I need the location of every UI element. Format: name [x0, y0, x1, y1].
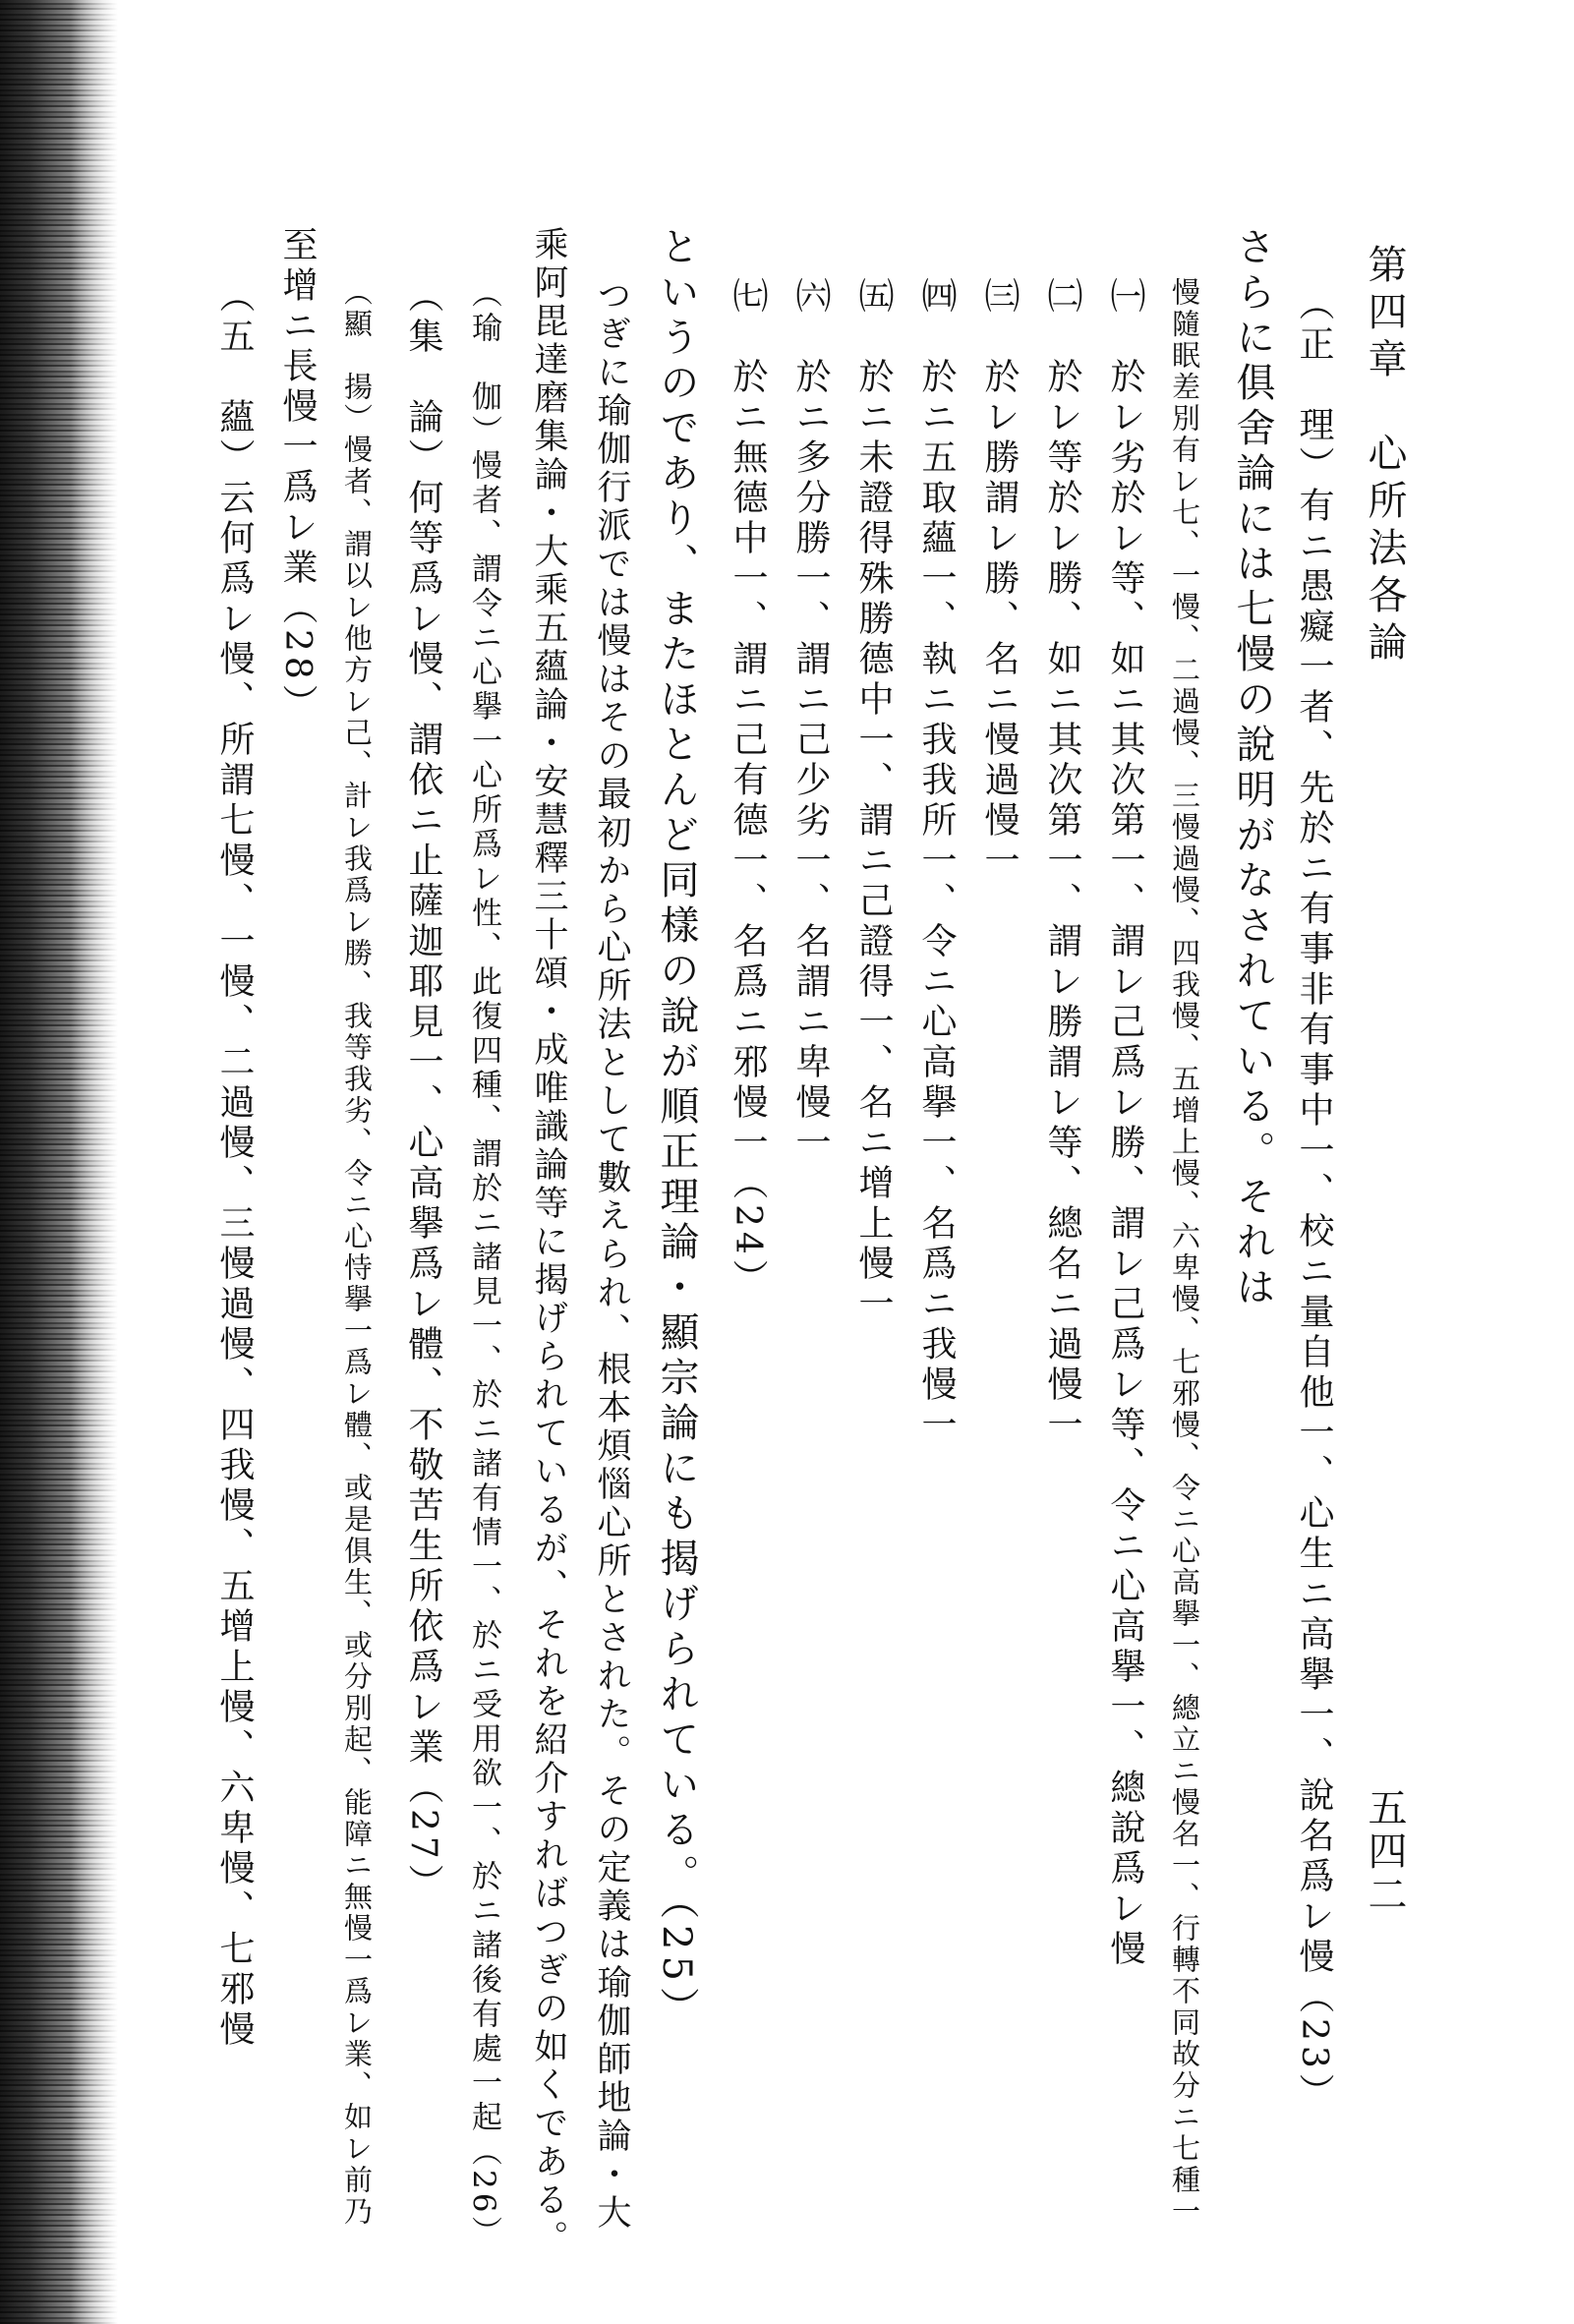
text-column-6: ㈢ 於レ勝謂レ勝、名ニ慢過慢一	[979, 277, 1020, 882]
text-column-5: ㈡ 於レ等於レ勝、如ニ其次第一、謂レ勝謂レ等、總名ニ過慢一	[1042, 277, 1082, 1446]
text-column-1: （正 理）有ニ愚癡一者、先於ニ有事非有事中一、校ニ量自他一、心生ニ高擧一、說名爲レ慢（23）	[1294, 285, 1334, 2114]
text-column-18: （五 蘊）云何爲レ慢、所謂七慢、一慢、二過慢、三慢過慢、四我慢、五增上慢、六卑慢、七邪慢	[214, 277, 255, 2051]
text-column-16: （顯 揚）慢者、謂以レ他方レ己、計レ我爲レ勝、我等我劣、令ニ心恃擧一爲レ體、或是俱生、或分別起、能障ニ無慢一爲レ業、如レ前乃	[340, 277, 374, 2228]
text-column-10: ㈦ 於ニ無德中一、謂ニ己有德一、名爲ニ邪慢一（24）	[728, 277, 768, 1300]
text-column-12: つぎに瑜伽行派では慢はその最初から心所法として數えられ、根本煩惱心所とされた。その定義は瑜伽師地論・大	[592, 277, 631, 2233]
chapter-header: 第四章 心所法各論	[1362, 244, 1407, 668]
text-column-15: （集 論）何等爲レ慢、謂依ニ止薩迦耶見一、心高擧爲レ體、不敬苦生所依爲レ業（27）	[403, 277, 443, 1904]
text-column-17: 至增ニ長慢一爲レ業（28）	[277, 226, 318, 725]
text-column-4: ㈠ 於レ劣於レ等、如ニ其次第一、謂レ己爲レ勝、謂レ己爲レ等、令ニ心高擧一、總說爲レ慢	[1105, 277, 1145, 1970]
text-column-2: さらに俱舍論には七慢の說明がなされている。それは	[1230, 226, 1275, 1311]
text-column-3: 慢隨眠差別有レ七、一慢、二過慢、三慢過慢、四我慢、五增上慢、六卑慢、七邪慢、令ニ心高擧一、總立ニ慢名一、行轉不同故分ニ七種一	[1168, 277, 1201, 2228]
page-number: 五四二	[1362, 1787, 1407, 1917]
text-column-9: ㈥ 於ニ多分勝一、謂ニ己少劣一、名謂ニ卑慢一	[790, 277, 831, 1164]
text-column-7: ㈣ 於ニ五取蘊一、執ニ我我所一、令ニ心高擧一、名爲ニ我慢一	[916, 277, 957, 1446]
text-column-14: （瑜 伽）慢者、謂令ニ心擧一心所爲レ性、此復四種、謂於ニ諸見一、於ニ諸有情一、於ニ受用欲一、於ニ諸後有處一起（26）	[466, 277, 501, 2251]
text-column-13: 乘阿毘達磨集論・大乘五蘊論・安慧釋三十頌・成唯識論等に揭げられているが、それを紹介すればつぎの如くである。	[529, 226, 568, 2258]
text-column-11: というのであり、またほとんど同樣の說が順正理論・顯宗論にも揭げられている。（25）	[654, 226, 699, 2032]
text-column-8: ㈤ 於ニ未證得殊勝德中一、謂ニ己證得一、名ニ增上慢一	[853, 277, 894, 1325]
